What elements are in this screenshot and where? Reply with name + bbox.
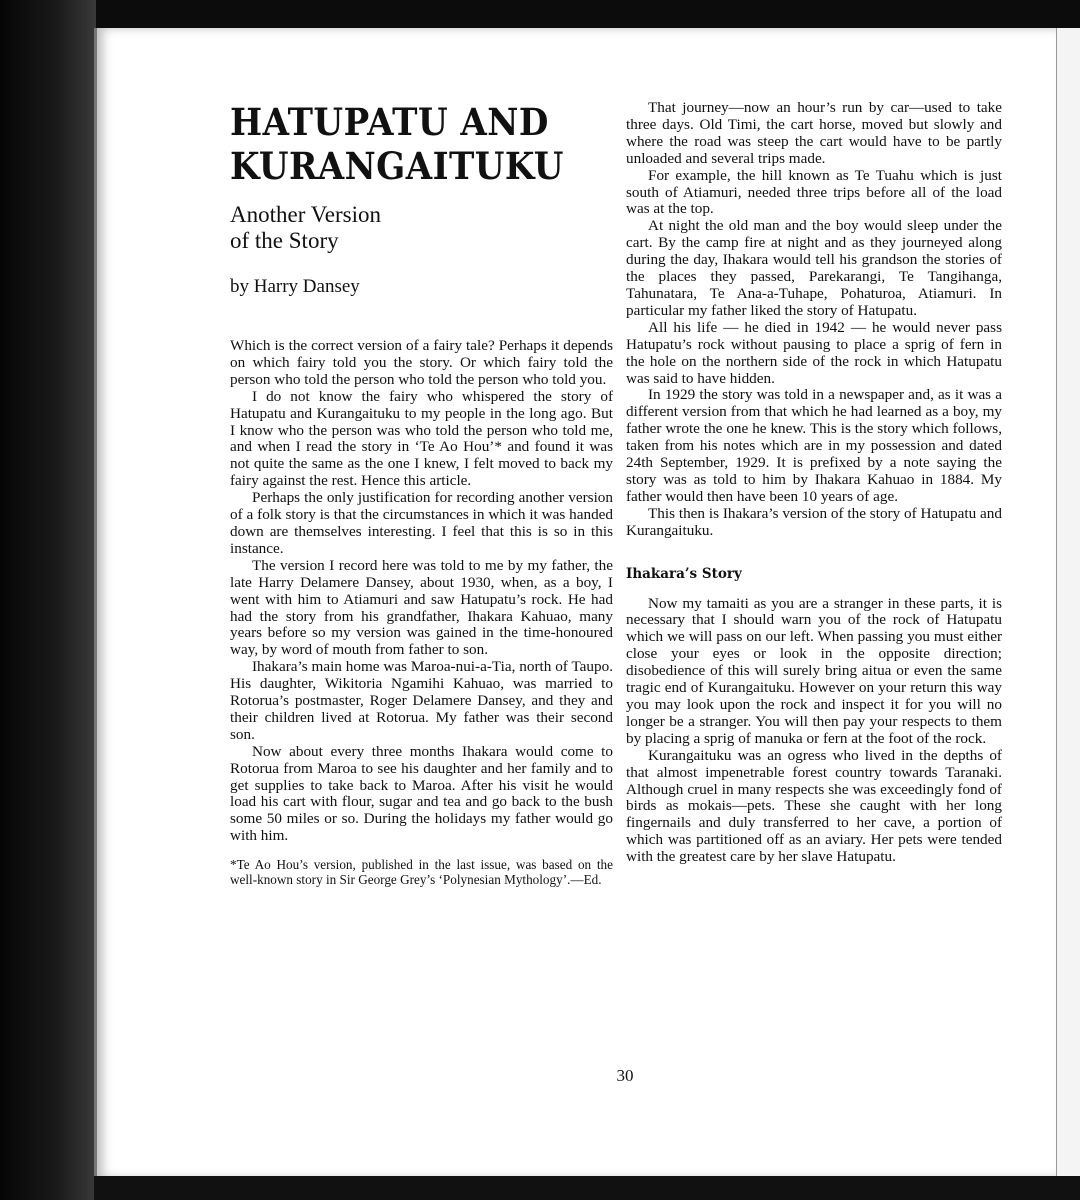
adjacent-page-edge [1056, 28, 1080, 1178]
article-title: HATUPATU AND KURANGAITUKU [230, 100, 564, 188]
paragraph: The version I record here was told to me by my father, the late Harry Delamere Dansey, about 1930, when, as a boy, I went with him to Atiamuri and saw Hatupatu’s rock. He had had the story from his grandfather, Ihakara Kahuao, many years before so my version was gained in the time-honoured way, by word of mouth from father to son. [230, 556, 613, 659]
paragraph: Which is the correct version of a fairy tale? Perhaps it depends on which fairy told you the story. Or which fairy told the person who told the person who told the person who told you. [230, 337, 613, 388]
paragraph: Perhaps the only justification for recording another version of a folk story is that the circumstances in which it was handed down are themselves interesting. I feel that this is so in this instance. [230, 489, 613, 557]
paragraph: In 1929 the story was told in a newspaper and, as it was a different version from that which he had learned as a boy, my father wrote the one he knew. This is the story which follows, taken from his notes which are in my possession and dated 24th September, 1929. It is prefixed by a note saying the story was as told to him by Ihakara Kahuao in 1884. My father would then have been 10 years of age. [626, 386, 1002, 505]
paragraph: Now about every three months Ihakara would come to Rotorua from Maroa to see his daughter and her family and to get supplies to take back to Maroa. After his visit he would load his cart with flour, sugar and tea and go back to the bush some 50 miles or so. During the holidays my father would go with him. [230, 742, 613, 845]
left-column [230, 100, 613, 887]
paragraph: This then is Ihakara’s version of the story of Hatupatu and Kurangaituku. [626, 504, 1002, 539]
scan-edge-left [0, 0, 96, 1200]
editor-footnote: *Te Ao Hou’s version, published in the last issue, was based on the well-known story in Sir George Grey’s ‘Polynesian Mythology’.—Ed. [230, 857, 613, 887]
paragraph: Now my tamaiti as you are a stranger in these parts, it is necessary that I should warn you of the rock of Hatupatu which we will pass on our left. When passing you must either close your eyes or look in the opposite direction; disobedience of this will surely bring aitua or even the same tragic end of Kurangaituku. However on your return this way you may look upon the rock and inspect it for you will no longer be a stranger. You will then pay your respects to them by placing a sprig of manuka or fern at the foot of the rock. [626, 594, 1002, 747]
page-number: 30 [616, 1066, 634, 1085]
section-heading: Ihakara’s Story [626, 565, 742, 582]
scan-edge-bottom [94, 1176, 1080, 1200]
paragraph: Kurangaituku was an ogress who lived in the depths of that almost impenetrable forest country towards Taranaki. Although cruel in many respects she was exceedingly fond of birds as mokais—pets. These she caught with her long fingernails and duly transferred to her cave, a portion of which was partitioned off as an aviary. Her pets were tended with the greatest care by her slave Hatupatu. [626, 746, 1002, 866]
paragraph: For example, the hill known as Te Tuahu which is just south of Atiamuri, needed three trips before all of the load was at the top. [626, 166, 1002, 218]
paragraph: Ihakara’s main home was Maroa-nui-a-Tia, north of Taupo. His daughter, Wikitoria Ngamihi Kahuao, was married to Rotorua’s postmaster, Roger Delamere Dansey, and they and their children lived at Rotorua. My father was their second son. [230, 658, 613, 743]
paragraph: All his life — he died in 1942 — he would never pass Hatupatu’s rock without pausing to place a sprig of fern in the hole on the northern side of the rock in which Hatupatu was said to have hidden. [626, 318, 1002, 387]
paragraph: That journey—now an hour’s run by car—used to take three days. Old Timi, the cart horse, moved but slowly and where the road was steep the cart would have to be partly unloaded and several trips made. [626, 99, 1002, 167]
article-subtitle: Another Version of the Story [230, 202, 381, 253]
paragraph: I do not know the fairy who whispered the story of Hatupatu and Kurangaituku to my people in the long ago. But I know who the person was who told the person who told me, and when I read the story in ‘Te Ao Hou’* and found it was not quite the same as the one I knew, I felt moved to back my fairy against the rest. Hence this article. [230, 387, 613, 490]
paragraph: At night the old man and the boy would sleep under the cart. By the camp fire at night and as they journeyed along during the day, Ihakara would tell his grandson the stories of the places they passed, Parekarangi, Te Tangihanga, Tahunatara, Te Ana-a-Tuhape, Pohaturoa, Atiamuri. In particular my father liked the story of Hatupatu. [626, 217, 1002, 319]
right-column [626, 100, 1002, 866]
byline: by Harry Dansey [230, 276, 360, 297]
